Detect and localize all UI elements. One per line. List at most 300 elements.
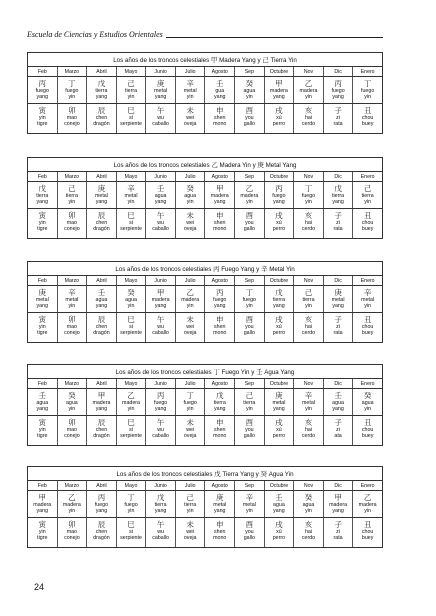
chinese-character: 戊 (275, 288, 283, 297)
month-cell: Enero (360, 69, 375, 75)
chinese-character: 癸 (186, 184, 194, 193)
animal-name: mono (213, 226, 227, 233)
chinese-character: 丁 (186, 391, 194, 400)
element-name: tierra (272, 297, 285, 303)
branch-cell (324, 209, 354, 238)
chinese-character: 甲 (275, 79, 283, 88)
animal-name: gallo (243, 121, 255, 128)
element-name: agua (302, 502, 315, 508)
title-prefix: Los años de los troncos celestiales (113, 57, 210, 64)
chinese-character: 丙 (275, 184, 283, 193)
month-cell: Marzo (58, 379, 88, 388)
polarity: yang (36, 406, 49, 413)
polarity: yin (186, 94, 194, 101)
element-name: metal (154, 88, 168, 94)
branch-cell (265, 209, 295, 238)
stem-cell (87, 77, 117, 103)
animal-name: perro (272, 433, 286, 440)
chinese-character: 丙 (97, 493, 106, 502)
polarity: yang (332, 508, 344, 515)
branch-cell (87, 104, 117, 133)
month-cell: Dic (324, 276, 354, 285)
animal-name: buey (361, 433, 374, 440)
element-name: fuego (35, 88, 49, 94)
element-name: madera (269, 88, 288, 94)
polarity: yang (154, 303, 167, 310)
chinese-character: 壬 (97, 288, 106, 297)
animal-name: caballo (152, 535, 169, 542)
branch-cell (353, 518, 382, 547)
polarity: yang (332, 406, 344, 413)
branch-name: chen (95, 115, 108, 121)
polarity: yang (36, 94, 49, 101)
stem-cell (324, 182, 354, 208)
branch-cell (205, 104, 235, 133)
branch-name: hai (304, 427, 313, 433)
stem-cell (176, 491, 206, 517)
stem-cell (28, 182, 58, 208)
chinese-character: 寅 (38, 520, 47, 529)
branch-cell (58, 518, 88, 547)
chinese-character: 庚 (334, 288, 342, 297)
branch-cell (176, 104, 206, 133)
polarity: yin (364, 199, 372, 206)
polarity: yin (68, 94, 76, 101)
chinese-character: 午 (156, 418, 165, 427)
chinese-character: 壬 (275, 493, 283, 502)
branch-name: chen (95, 324, 108, 330)
branch-name: you (245, 427, 254, 433)
stem-cell (87, 389, 117, 415)
chinese-character: 己 (186, 493, 194, 502)
stems-row (28, 182, 382, 209)
month-cell: Dic (324, 172, 354, 181)
branch-name: wu (157, 324, 164, 330)
stem-cell (324, 389, 354, 415)
header-rule (166, 37, 383, 38)
stem-cell (117, 286, 147, 312)
chinese-character: 壬 (156, 184, 165, 193)
polarity: yang (95, 303, 108, 310)
month-cell: Mayo (117, 67, 147, 76)
stem-cell (28, 77, 58, 103)
chinese-character: 巳 (127, 315, 135, 324)
branches-row (28, 104, 382, 133)
month-cell: Sep (235, 276, 265, 285)
animal-name: oveja (183, 121, 197, 128)
polarity: yin (68, 508, 76, 515)
animal-name: gallo (243, 535, 255, 542)
stem-cell (28, 389, 58, 415)
branch-name: zi (336, 529, 340, 535)
month-cell: Dic (324, 481, 354, 490)
stem-cell (146, 389, 176, 415)
element-name: fuego (331, 88, 345, 94)
animal-name: cerdo (301, 121, 316, 128)
branch-cell (176, 313, 206, 342)
month-cell: Junio (146, 481, 176, 490)
chinese-character: 子 (334, 315, 342, 324)
month-cell: Feb (28, 172, 58, 181)
stem-cell (117, 77, 147, 103)
animal-name: gallo (243, 226, 255, 233)
element-name: fuego (272, 193, 286, 199)
chinese-character: 卯 (68, 106, 76, 115)
element-name: fuego (301, 193, 316, 199)
month-cell: Junio (146, 172, 176, 181)
month-cell: Mayo (117, 276, 147, 285)
polarity: yang (273, 199, 285, 206)
branch-cell (87, 518, 117, 547)
chinese-character: 寅 (38, 418, 47, 427)
title-separator: y (255, 471, 259, 478)
chinese-character: 乙 (363, 493, 372, 502)
stem-cell (353, 491, 382, 517)
chinese-character: 己 (68, 184, 76, 193)
branch-name: wei (186, 115, 195, 121)
animal-name: rata (333, 226, 343, 233)
polarity: yang (332, 94, 344, 101)
chinese-character: 甲 (334, 493, 342, 502)
stem-cell (353, 77, 382, 103)
chinese-character: 卯 (68, 520, 76, 529)
branch-name: wei (186, 220, 195, 226)
months-row (28, 276, 382, 286)
month-cell: Octubre (265, 67, 295, 76)
branch-name: si (129, 324, 133, 330)
branch-name: shen (214, 324, 226, 330)
branch-cell (176, 518, 206, 547)
chinese-character: 庚 (216, 493, 224, 502)
month-cell: Marzo (58, 276, 88, 285)
chinese-character: 卯 (68, 418, 76, 427)
title-separator: y (251, 369, 255, 376)
stem-char-1: 戊 (214, 470, 221, 478)
branch-name: yin (38, 220, 46, 226)
animal-name: mono (213, 121, 227, 128)
month-cell: Agosto (205, 379, 235, 388)
table-title (28, 262, 382, 276)
stem-name-1: Tierra Yang (222, 471, 254, 478)
branch-cell (87, 416, 117, 445)
stem-cell (353, 389, 382, 415)
month-cell: Sep (235, 481, 265, 490)
branch-cell (205, 416, 235, 445)
polarity: yin (186, 508, 194, 515)
animal-name: conejo (64, 535, 80, 542)
stem-cell (265, 286, 295, 312)
branch-cell (87, 209, 117, 238)
title-prefix: Los años de los troncos celestiales (116, 471, 213, 478)
chinese-character: 未 (186, 520, 194, 529)
branch-name: wei (186, 529, 195, 535)
chinese-character: 辰 (97, 315, 106, 324)
chinese-character: 酉 (245, 418, 254, 427)
chinese-character: 丁 (68, 79, 76, 88)
polarity: yin (127, 199, 135, 206)
chinese-character: 酉 (245, 106, 254, 115)
element-name: metal (94, 193, 108, 199)
month-cell: Octubre (265, 276, 295, 285)
chinese-character: 癸 (363, 391, 372, 400)
month-cell: Julio (176, 172, 206, 181)
branch-cell (28, 209, 58, 238)
branch-name: mao (66, 324, 78, 330)
year-table (27, 466, 383, 548)
branch-name: wu (157, 115, 164, 121)
month-cell: Octubre (265, 172, 295, 181)
branch-name: mao (66, 529, 78, 535)
element-name: madera (329, 502, 348, 508)
stem-cell (58, 286, 88, 312)
stem-cell (294, 77, 324, 103)
element-name: metal (331, 297, 345, 303)
branch-name: si (129, 115, 133, 121)
month-cell: Abril (87, 379, 117, 388)
chinese-character: 乙 (186, 288, 194, 297)
chinese-character: 子 (334, 106, 342, 115)
branch-name: si (129, 529, 133, 535)
polarity: yin (364, 508, 372, 515)
branch-name: zi (336, 220, 340, 226)
chinese-character: 丑 (363, 418, 372, 427)
chinese-character: 乙 (127, 391, 135, 400)
branch-cell (265, 104, 295, 133)
branch-cell (294, 104, 324, 133)
chinese-character: 未 (186, 418, 194, 427)
branch-name: mao (66, 115, 78, 121)
stem-cell (117, 491, 147, 517)
chinese-character: 辛 (304, 391, 313, 400)
polarity: yang (273, 508, 285, 515)
element-name: metal (302, 400, 315, 406)
chinese-character: 甲 (216, 184, 224, 193)
polarity: yin (245, 94, 253, 101)
month-cell: Feb (28, 481, 58, 490)
stem-name-1: Fuego Yin (221, 369, 250, 376)
element-name: metal (361, 297, 375, 303)
branch-name: wei (186, 324, 195, 330)
element-name: tierra (332, 193, 345, 199)
chinese-character: 辰 (97, 106, 106, 115)
polarity: yin (186, 199, 194, 206)
animal-name: cerdo (301, 433, 316, 440)
stems-row (28, 286, 382, 313)
stem-cell (58, 491, 88, 517)
element-name: tierra (302, 297, 315, 303)
year-table (27, 364, 383, 446)
branch-name: yin (38, 427, 46, 433)
title-separator: y (256, 266, 260, 273)
stems-row (28, 389, 382, 416)
branch-cell (294, 518, 324, 547)
month-cell: Enero (360, 174, 375, 180)
element-name: tierra (243, 400, 256, 406)
chinese-character: 未 (186, 211, 194, 220)
polarity: yang (154, 406, 167, 413)
element-name: fuego (183, 400, 197, 406)
animal-name: buey (361, 330, 374, 337)
chinese-character: 午 (156, 211, 165, 220)
branch-cell (58, 313, 88, 342)
month-cell: Marzo (58, 481, 88, 490)
chinese-character: 巳 (127, 418, 135, 427)
branch-name: yin (38, 115, 46, 121)
branch-name: si (129, 220, 133, 226)
chinese-character: 甲 (38, 493, 47, 502)
chinese-character: 亥 (304, 211, 313, 220)
element-name: metal (242, 502, 256, 508)
animal-name: caballo (152, 226, 169, 233)
month-cell: Enero (360, 381, 375, 387)
element-name: fuego (153, 400, 168, 406)
branch-cell (28, 518, 58, 547)
chinese-character: 巳 (127, 520, 135, 529)
animal-name: caballo (152, 121, 169, 128)
stem-char-2: 壬 (256, 368, 263, 376)
branch-name: wu (157, 529, 164, 535)
branch-name: xú (276, 529, 282, 535)
element-name: fuego (124, 502, 138, 508)
polarity: yin (186, 406, 194, 413)
polarity: yang (95, 199, 108, 206)
branch-cell (324, 518, 354, 547)
month-cell: Nov (294, 276, 324, 285)
chinese-character: 甲 (156, 288, 165, 297)
element-name: agua (125, 297, 137, 303)
branch-name: xú (276, 220, 282, 226)
branch-cell (235, 104, 265, 133)
branch-name: chou (361, 529, 374, 535)
branch-name: xú (276, 427, 282, 433)
polarity: yang (214, 303, 226, 310)
stem-cell (58, 77, 88, 103)
branch-name: yin (38, 324, 46, 330)
stem-cell (235, 182, 265, 208)
branch-cell (28, 416, 58, 445)
chinese-character: 丑 (363, 106, 372, 115)
polarity: yang (95, 94, 108, 101)
month-cell: Feb (28, 276, 58, 285)
month-cell: Mayo (117, 379, 147, 388)
polarity: yang (332, 303, 344, 310)
stem-cell (294, 491, 324, 517)
stem-name-2: Metal Yin (269, 266, 295, 273)
branch-cell (353, 209, 382, 238)
element-name: madera (299, 88, 318, 94)
branch-name: shen (214, 529, 226, 535)
branch-name: zi (336, 324, 340, 330)
chinese-character: 巳 (127, 211, 135, 220)
stem-cell (294, 389, 324, 415)
stem-cell (87, 286, 117, 312)
polarity: yang (36, 303, 49, 310)
branch-name: chen (95, 220, 108, 226)
branch-name: mao (66, 220, 78, 226)
chinese-character: 己 (363, 184, 372, 193)
chinese-character: 癸 (68, 391, 76, 400)
animal-name: conejo (64, 226, 80, 233)
stem-cell (265, 491, 295, 517)
stem-name-2: Agua Yin (268, 471, 294, 478)
branch-cell (146, 209, 176, 238)
element-name: madera (181, 297, 200, 303)
animal-name: tigre (37, 433, 48, 440)
chinese-character: 庚 (38, 288, 47, 297)
branch-cell (265, 313, 295, 342)
title-prefix: Los años de los troncos celestiales (115, 266, 212, 273)
animal-name: cerdo (301, 330, 316, 337)
animal-name: serpiente (120, 535, 142, 542)
branch-name: hai (304, 324, 313, 330)
stem-cell (235, 491, 265, 517)
month-cell: Feb (28, 379, 58, 388)
animal-name: serpiente (120, 433, 142, 440)
branch-cell (324, 104, 354, 133)
branch-cell (117, 104, 147, 133)
polarity: yin (245, 199, 253, 206)
chinese-character: 壬 (38, 391, 47, 400)
chinese-character: 子 (334, 418, 342, 427)
chinese-character: 己 (245, 391, 254, 400)
branches-row (28, 313, 382, 342)
stem-char-2: 庚 (257, 161, 264, 169)
branch-cell (235, 209, 265, 238)
element-name: madera (122, 400, 140, 406)
element-name: metal (213, 502, 227, 508)
stem-cell (235, 286, 265, 312)
months-row (28, 67, 382, 77)
branches-row (28, 416, 382, 445)
branch-cell (58, 416, 88, 445)
branch-cell (294, 209, 324, 238)
animal-name: dragón (93, 433, 110, 440)
animal-name: perro (272, 330, 286, 337)
chinese-character: 寅 (38, 211, 47, 220)
month-cell: Mayo (117, 172, 147, 181)
chinese-character: 丁 (127, 493, 135, 502)
branch-cell (176, 209, 206, 238)
month-cell: Enero (360, 483, 375, 489)
animal-name: perro (272, 535, 286, 542)
month-cell: Octubre (265, 379, 295, 388)
stem-name-1: Fuego Yang (221, 266, 255, 273)
chinese-character: 午 (156, 106, 165, 115)
element-name: tierra (184, 502, 197, 508)
animal-name: perro (272, 226, 286, 233)
polarity: yin (68, 406, 76, 413)
branch-name: xú (276, 324, 282, 330)
stem-cell (324, 286, 354, 312)
branch-name: chou (361, 115, 374, 121)
year-table (27, 261, 383, 343)
polarity: yang (154, 508, 167, 515)
month-cell: Dic (324, 379, 354, 388)
month-cell: Julio (176, 379, 206, 388)
chinese-character: 戌 (275, 520, 283, 529)
polarity: yang (154, 199, 167, 206)
stem-cell (146, 182, 176, 208)
chinese-character: 亥 (304, 520, 313, 529)
branch-name: hai (304, 529, 313, 535)
chinese-character: 壬 (216, 79, 224, 88)
branch-cell (146, 104, 176, 133)
stem-cell (294, 182, 324, 208)
stem-name-2: Tierra Yin (270, 57, 297, 64)
polarity: yin (127, 303, 135, 310)
animal-name: serpiente (120, 226, 142, 233)
branch-cell (205, 518, 235, 547)
